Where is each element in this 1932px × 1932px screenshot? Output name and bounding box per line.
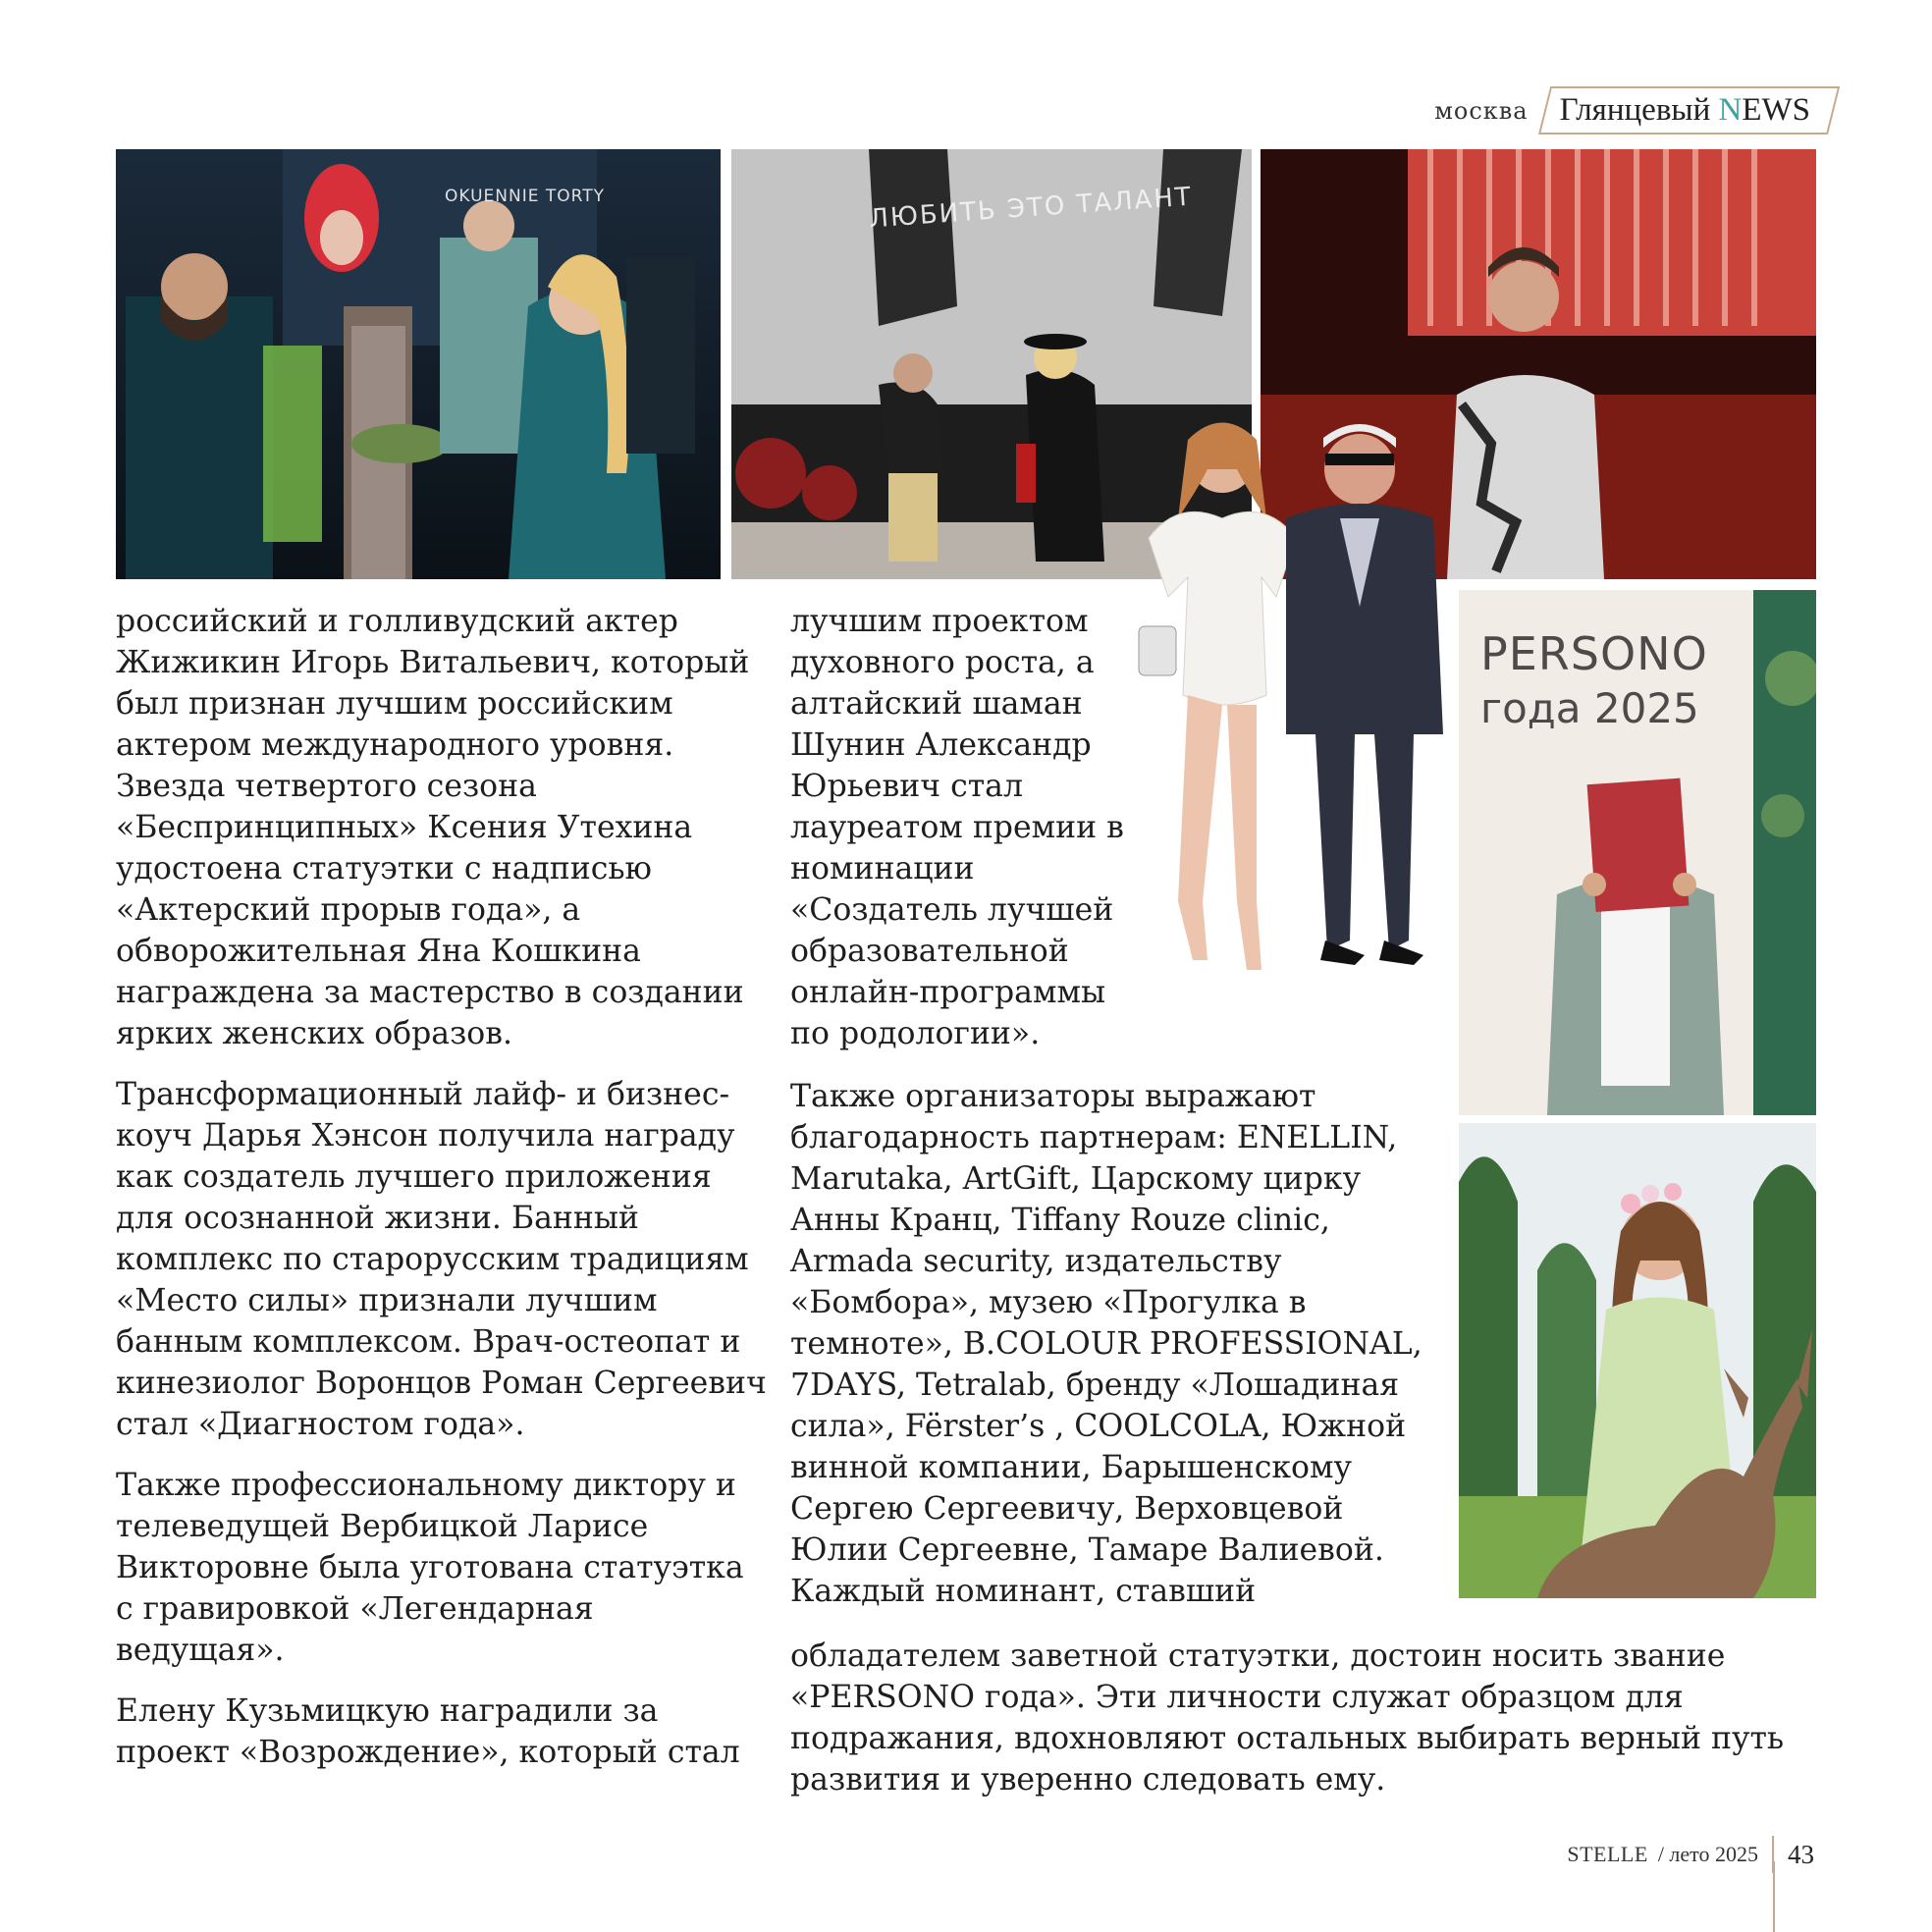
brand-main: Глянцевый xyxy=(1559,92,1719,128)
photo-slogan-text: ЛЮБИТЬ ЭТО ТАЛАНТ xyxy=(868,182,1194,235)
text-column-mid-2 xyxy=(790,1076,1450,1612)
header-brand xyxy=(1538,86,1824,134)
photo-sign-text: OKUENNIE TORTY xyxy=(445,187,605,206)
photo-cake-ceremony xyxy=(116,149,721,579)
left-paragraph-4: Елену Кузьмицкую наградили за проект «Возрождение», который стал xyxy=(116,1693,740,1770)
photo-couple-cutout-art xyxy=(1109,410,1463,1019)
left-paragraph-2: Трансформационный лайф- и бизнес-коуч Дарья Хэнсон получила награду как создатель лучшего приложения для осознанной жизни. Банный комплекс по старорусским традициям «Место силы» признали лучшим банным комплексом. Врач-остеопат и кинезиолог Воронцов Роман Сергеевич стал «Диагностом года». xyxy=(116,1077,767,1442)
mid-paragraph-2: Также организаторы выражают благодарность партнерам: ENELLIN, Marutaka, ArtGift, Царскому цирку Анны Кранц, Tiffany Rouze clinic, Armada security, издательству «Бомбора», музею «Прогулка в темноте», B.COLOUR PROFESSIONAL, 7DAYS, Tetralab, бренду «Лошадиная сила», Fërster’s , COOLCOLA, Южной винной компании, Барышенскому Сергею Сергеевичу, Верховцевой Юлии Сергеевне, Тамаре Валиевой. Каждый номинант, ставший xyxy=(790,1079,1422,1609)
photo-persono-laureate xyxy=(1459,590,1816,1115)
footer-magazine: STELLE xyxy=(1567,1842,1648,1866)
brand-rest: EWS xyxy=(1742,92,1810,128)
section-header xyxy=(1434,86,1824,134)
photo-couple-cutout xyxy=(1109,410,1463,1019)
text-column-left xyxy=(116,601,768,1793)
left-paragraph-1: российский и голливудский актер Жижикин Игорь Витальевич, который был признан лучшим российским актером международного уровня. Звезда четвертого сезона «Беспринципных» Ксения Утехина удостоена статуэтки с надписью «Актерский прорыв года», а обворожительная Яна Кошкина награждена за мастерство в создании ярких женских образов. xyxy=(116,604,750,1051)
photo-cake-ceremony-art xyxy=(116,149,721,579)
text-column-mid xyxy=(790,601,1124,1054)
text-bottom-wide xyxy=(790,1636,1821,1800)
photo-woman-with-deer xyxy=(1459,1123,1816,1598)
page-footer xyxy=(1567,1836,1814,1873)
left-paragraph-3: Также профессиональному диктору и телеведущей Вербицкой Ларисе Викторовне была уготована статуэтка с гравировкой «Легендарная ведущая». xyxy=(116,1468,744,1668)
mid-paragraph-1: лучшим проектом духовного роста, а алтайский шаман Шунин Александр Юрьевич стал лауреатом премии в номинации «Создатель лучшей образовательной онлайн-программы по родологии». xyxy=(790,604,1124,1051)
header-city: москва xyxy=(1434,96,1529,125)
footer-season: / лето 2025 xyxy=(1657,1842,1758,1866)
persono-banner-line1: PERSONO xyxy=(1480,627,1708,680)
brand-n: N xyxy=(1718,92,1743,128)
persono-banner-line2: года 2025 xyxy=(1480,684,1699,732)
footer-vertical-rule xyxy=(1773,1861,1775,1932)
bottom-paragraph: обладателем заветной статуэтки, достоин носить звание «PERSONO года». Эти личности служат образцом для подражания, вдохновляют остальных выбирать верный путь развития и уверенно следовать ему. xyxy=(790,1638,1785,1798)
page-number: 43 xyxy=(1788,1839,1814,1869)
photo-woman-with-deer-art xyxy=(1459,1123,1816,1598)
